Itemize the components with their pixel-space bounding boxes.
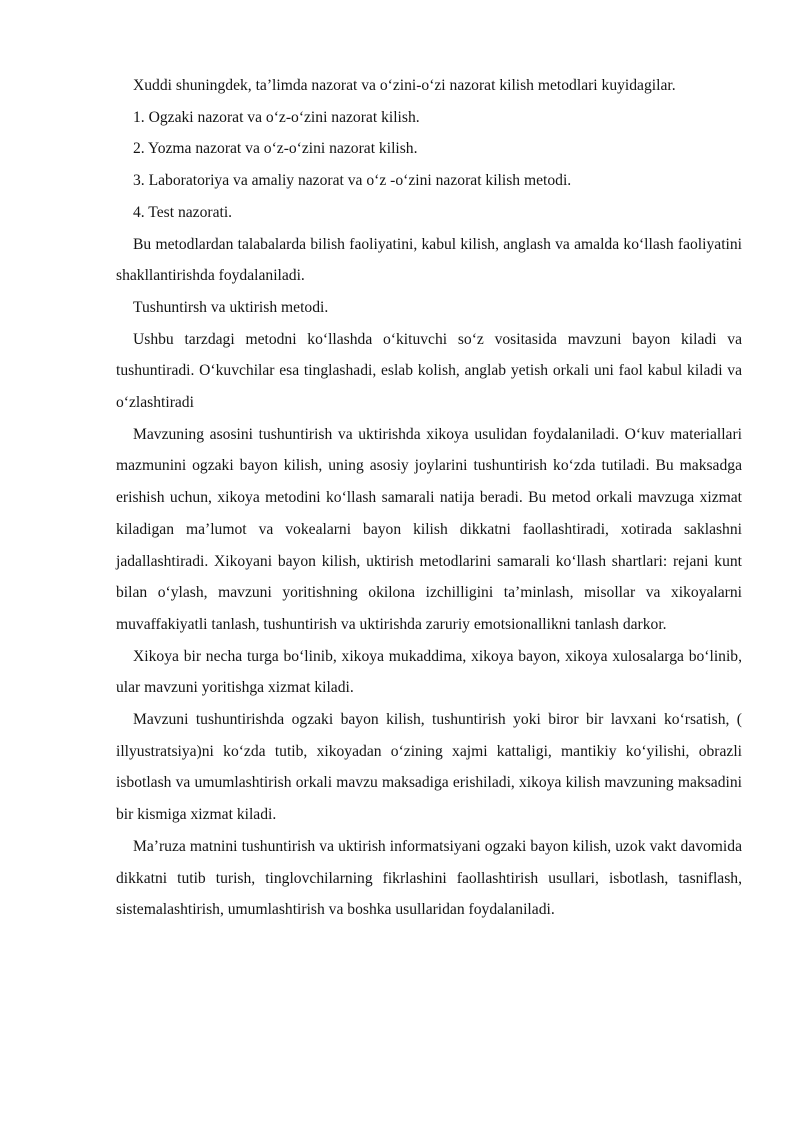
paragraph: Bu metodlardan talabalarda bilish faoliyatini, kabul kilish, anglash va amalda ko‘llash faoliyatini shakllantirishda foydalaniladi. [116, 235, 742, 285]
list-item: 2. Yozma nazorat va o‘z-o‘zini nazorat kilish. [133, 140, 418, 158]
paragraph: Mavzuni tushuntirishda ogzaki bayon kilish, tushuntirish yoki biror bir lavxani ko‘rsatish, ( illyustratsiya)ni ko‘zda tutib, xikoyadan o‘zining xajmi kattaligi, mantikiy ko‘yilishi, obrazli isbotlash va umumlashtirish orkali mavzu maksadiga erishiladi, xikoya kilish mavzuning maksadini bir kismiga xizmat kiladi. [116, 711, 742, 824]
paragraph-intro: Xuddi shuningdek, ta’limda nazorat va o‘zini-o‘zi nazorat kilish metodlari kuyidagilar. [133, 77, 676, 94]
list-item: 4. Test nazorati. [133, 203, 233, 221]
paragraph: Ushbu tarzdagi metodni ko‘llashda o‘kituvchi so‘z vositasida mavzuni bayon kiladi va tushuntiradi. O‘kuvchilar esa tinglashadi, eslab kolish, anglab yetish orkali uni faol kabul kiladi va o‘zlashtiradi [116, 330, 742, 412]
list-item: 3. Laboratoriya va amaliy nazorat va o‘z -o‘zini nazorat kilish metodi. [133, 172, 572, 190]
list-item: 1. Ogzaki nazorat va o‘z-o‘zini nazorat kilish. [133, 108, 420, 126]
paragraph: Ma’ruza matnini tushuntirish va uktirish informatsiyani ogzaki bayon kilish, uzok vakt davomida dikkatni tutib turish, tinglovchilarning fikrlashini faollashtirish usullari, isbotlash, tasniflash, sistemalashtirish, umumlashtirish va boshka usullaridan foydalaniladi. [116, 837, 742, 919]
section-heading: Tushuntirsh va uktirish metodi. [133, 298, 329, 316]
paragraph: Xikoya bir necha turga bo‘linib, xikoya mukaddima, xikoya bayon, xikoya xulosalarga bo‘linib, ular mavzuni yoritishga xizmat kiladi. [116, 647, 742, 697]
paragraph: Mavzuning asosini tushuntirish va uktirishda xikoya usulidan foydalaniladi. O‘kuv materiallari mazmunini ogzaki bayon kilish, uning asosiy joylarini tushuntirish ko‘zda tutiladi. Bu maksadga erishish uchun, xikoya metodini ko‘llash samarali natija beradi. Bu metod orkali mavzuga xizmat kiladigan ma’lumot va vokealarni bayon kilish dikkatni faollashtiradi, xotirada saklashni jadallashtiradi. Xikoyani bayon kilish, uktirish metodlarini samarali ko‘llash shartlari: rejani kunt bilan o‘ylash, mavzuni yoritishning okilona izchilligini ta’minlash, misollar va xikoyalarni muvaffakiyatli tanlash, tushuntirish va uktirishda zaruriy emotsionallikni tanlash darkor. [116, 425, 742, 633]
